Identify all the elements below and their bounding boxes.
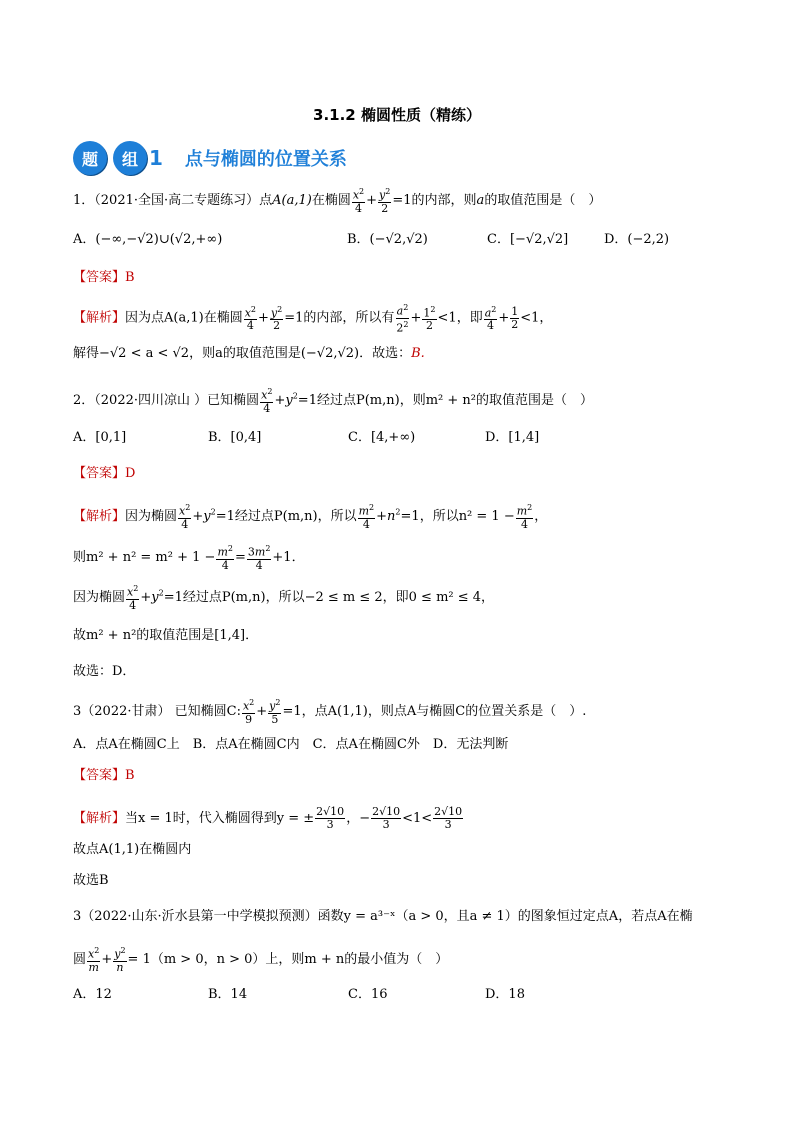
- q1-stem: 1．（2021·全国·高二专题练习）点A(a,1)在椭圆 $\frac{x^2}{4}$ + $\frac{y^2}{2}$ =1的内部，则a的取值范围是（ ）: [73, 187, 602, 215]
- q2-solution-line4: 故m² + n²的取值范围是[1,4]．: [73, 628, 259, 643]
- q2-option-b: B．[0,4]: [208, 430, 262, 445]
- q2-option-d: D．[1,4]: [485, 430, 540, 445]
- q1-solution-line2: 解得−√2 < a < √2，则a的取值范围是(−√2,√2)．故选：B.: [73, 346, 425, 361]
- q2-option-a: A．[0,1]: [73, 430, 127, 445]
- q2-stem: 2．（2022·四川凉山 ）已知椭圆 $\frac{x^2}{4}$ $+y^2=1$经过点P(m,n)，则m² + n²的取值范围是（ ）: [73, 387, 593, 415]
- q1-option-b: B．(−√2,√2): [347, 232, 428, 247]
- q1-answer: 【答案】B: [73, 270, 135, 285]
- q1-option-a: A．(−∞,−√2)∪(√2,+∞): [73, 232, 223, 247]
- q3-answer: 【答案】B: [73, 768, 135, 783]
- q2-solution-line1: 【解析】因为椭圆 $\frac{x^2}{4}$ $+y^2=1$经过点P(m,n)，所以 $\frac{m^2}{4}$ $+n^2=1$，所以n² = 1 − $\frac{m^2}{4}$ ，: [73, 503, 548, 531]
- q2-option-c: C．[4,+∞): [348, 430, 416, 445]
- q3-solution-line2: 故点A(1,1)在椭圆内: [73, 842, 192, 857]
- q4-option-c: C．16: [348, 987, 388, 1002]
- q4-stem-line1: 3（2022·山东·沂水县第一中学模拟预测）函数y = a³⁻ˣ（a > 0，且a ≠ 1）的图象恒过定点A，若点A在椭: [73, 909, 693, 924]
- q2-solution-line3: 因为椭圆 $\frac{x^2}{4}$ $+y^2=1$经过点P(m,n)，所以−2 ≤ m ≤ 2，即0 ≤ m² ≤ 4，: [73, 584, 495, 612]
- group-badge-zu: 组: [113, 141, 147, 175]
- q3-solution-line3: 故选B: [73, 873, 109, 888]
- group-title: 点与椭圆的位置关系: [184, 149, 347, 170]
- q4-stem-line2: 圆 $\frac{x^2}{m}$ + $\frac{y^2}{n}$ = 1（m > 0，n > 0）上，则m + n的最小值为（ ）: [73, 946, 449, 974]
- q2-solution-line2: 则m² + n² = m² + 1 − $\frac{m^2}{4}$ = $\frac{3m^2}{4}$ +1．: [73, 544, 305, 572]
- q1-option-c: C．[−√2,√2]: [487, 232, 569, 247]
- q2-answer: 【答案】D: [73, 466, 136, 481]
- q3-stem: 3（2022·甘肃） 已知椭圆C: $\frac{x^2}{9}$ + $\frac{y^2}{5}$ =1，点A(1,1)，则点A与椭圆C的位置关系是（ ）.: [73, 698, 587, 726]
- group-number: 1: [149, 146, 163, 170]
- q4-option-b: B．14: [208, 987, 248, 1002]
- q4-option-a: A．12: [73, 987, 112, 1002]
- group-header: [73, 140, 347, 176]
- q2-solution-line5: 故选：D．: [73, 664, 136, 679]
- page-title: 3.1.2 椭圆性质（精练）: [313, 106, 481, 124]
- q4-option-d: D．18: [485, 987, 525, 1002]
- q3-solution-line1: 【解析】当x = 1时，代入椭圆得到y = ± $\frac{2√10}{3}$ ，− $\frac{2√10}{3}$ <1< $\frac{2√10}{3}$: [73, 805, 463, 831]
- q1-option-d: D．(−2,2): [604, 232, 670, 247]
- q3-options: A．点A在椭圆C上 B．点A在椭圆C内 C．点A在椭圆C外 D．无法判断: [73, 737, 509, 752]
- q1-solution-line1: 【解析】因为点A(a,1)在椭圆 $\frac{x^2}{4}$ + $\frac{y^2}{2}$ =1的内部，所以有 $\frac{a^2}{2^2}$ + $\frac{1^2}{2}$ <1，即 $\frac{a^2}{4}$ + $\frac{1}{2}$ <1，: [73, 303, 553, 335]
- group-badge-ti: 题: [73, 141, 107, 175]
